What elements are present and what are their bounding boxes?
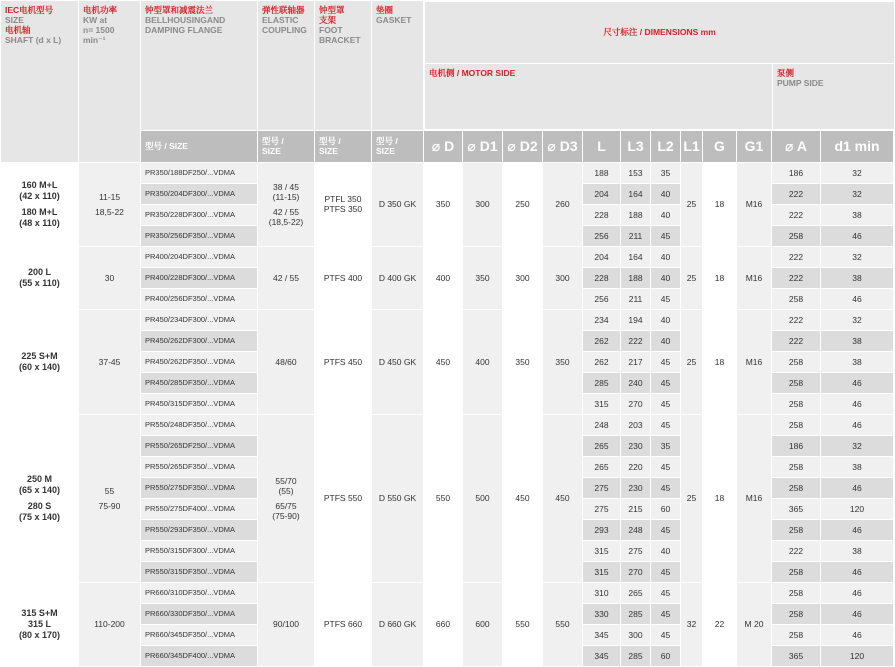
foot-bracket-size-line: PTFS 400 xyxy=(323,272,363,283)
header-bracket: 钟型罩 支架 FOOT BRACKET xyxy=(315,1,372,131)
dim-A: 222 xyxy=(772,246,821,267)
bellhousing-size: PR350/228DF300/...VDMA xyxy=(141,204,258,225)
dim-L: 188 xyxy=(583,162,621,183)
dim-D: 660 xyxy=(424,582,463,666)
dim-A: 258 xyxy=(772,624,821,645)
dim-A: 258 xyxy=(772,603,821,624)
coupling-size xyxy=(258,582,315,666)
dim-A: 258 xyxy=(772,288,821,309)
dim-D1: 600 xyxy=(463,582,503,666)
dim-L3: 217 xyxy=(621,351,651,372)
bellhousing-size: PR450/262DF300/...VDMA xyxy=(141,330,258,351)
dim-G1: M16 xyxy=(737,162,772,246)
motor-power-line: 110-200 xyxy=(94,619,125,629)
foot-bracket-size xyxy=(315,582,372,666)
coupling-size-line: 55/70 xyxy=(275,475,297,486)
dimensions-header-inner xyxy=(424,1,895,130)
coupling-size xyxy=(258,162,315,246)
dim-G: 18 xyxy=(703,246,737,309)
bellhousing-size: PR450/285DF350/...VDMA xyxy=(141,372,258,393)
coupling-size-line: 38 / 45 xyxy=(273,181,299,192)
table-row xyxy=(1,246,894,267)
dim-L3: 215 xyxy=(621,498,651,519)
motor-model-line: 315 S+M xyxy=(21,607,58,618)
coupling-size-header: 型号 / SIZE xyxy=(258,130,315,162)
dim-L3: 285 xyxy=(621,603,651,624)
dim-G1: M16 xyxy=(737,414,772,582)
dim-A: 258 xyxy=(772,582,821,603)
dim-L: 275 xyxy=(583,477,621,498)
dim-D: 350 xyxy=(424,162,463,246)
motor-power xyxy=(79,246,141,309)
dimensions-title: 尺寸标注 / DIMENSIONS mm xyxy=(425,1,895,63)
dim-d1: 38 xyxy=(821,351,894,372)
bellhousing-size: PR400/256DF350/...VDMA xyxy=(141,288,258,309)
dim-d1: 46 xyxy=(821,624,894,645)
bellhousing-size: PR450/262DF350/...VDMA xyxy=(141,351,258,372)
foot-bracket-size xyxy=(315,309,372,414)
dim-L: 256 xyxy=(583,225,621,246)
dim-L3: 300 xyxy=(621,624,651,645)
bell-size-header: 型号 / SIZE xyxy=(141,130,258,162)
motor-model-line: 180 M+L xyxy=(21,206,58,217)
foot-bracket-size-line: PTFS 350 xyxy=(323,204,363,214)
dim-d1: 46 xyxy=(821,372,894,393)
dim-D2: 250 xyxy=(503,162,543,246)
dim-L3: 230 xyxy=(621,477,651,498)
dim-L: 293 xyxy=(583,519,621,540)
dim-A: 258 xyxy=(772,351,821,372)
dim-L: 204 xyxy=(583,183,621,204)
dim-header-G1: G1 xyxy=(737,130,772,162)
dim-L2: 40 xyxy=(651,540,681,561)
dim-L2: 60 xyxy=(651,645,681,666)
motor-model-line: (65 x 140) xyxy=(18,484,61,495)
motor-power-line: 75-90 xyxy=(98,500,121,511)
dim-D: 550 xyxy=(424,414,463,582)
dim-L3: 248 xyxy=(621,519,651,540)
dim-L1: 25 xyxy=(681,414,703,582)
dim-A: 222 xyxy=(772,183,821,204)
bellhousing-size: PR550/293DF350/...VDMA xyxy=(141,519,258,540)
dim-header-D2: ⌀ D2 xyxy=(503,130,543,162)
dim-header-L3: L3 xyxy=(621,130,651,162)
dim-L3: 188 xyxy=(621,204,651,225)
header-iec: IEC电机型号 SIZE 电机轴 SHAFT (d x L) xyxy=(1,1,79,163)
bellhousing-size: PR660/310DF350/...VDMA xyxy=(141,582,258,603)
dim-A: 222 xyxy=(772,540,821,561)
pump-side-label: 泵侧 PUMP SIDE xyxy=(773,63,895,129)
dim-d1: 46 xyxy=(821,519,894,540)
dim-d1: 120 xyxy=(821,645,894,666)
dim-header-D3: ⌀ D3 xyxy=(543,130,583,162)
coupling-size-line: (11-15) xyxy=(272,191,300,202)
dim-L2: 45 xyxy=(651,519,681,540)
dim-G1: M16 xyxy=(737,246,772,309)
bracket-size-header: 型号 / SIZE xyxy=(315,130,372,162)
foot-bracket-size-line: PTFS 660 xyxy=(323,619,363,629)
dim-L2: 40 xyxy=(651,183,681,204)
dim-L3: 270 xyxy=(621,393,651,414)
dim-L2: 40 xyxy=(651,330,681,351)
dim-L2: 60 xyxy=(651,498,681,519)
foot-bracket-size-line: PTFS 450 xyxy=(323,356,363,367)
dim-d1: 38 xyxy=(821,330,894,351)
dim-L: 256 xyxy=(583,288,621,309)
dim-d1: 46 xyxy=(821,414,894,435)
dim-L2: 40 xyxy=(651,246,681,267)
dim-d1: 32 xyxy=(821,435,894,456)
dim-A: 186 xyxy=(772,162,821,183)
dim-L: 315 xyxy=(583,561,621,582)
dim-L: 228 xyxy=(583,204,621,225)
bellhousing-size: PR350/204DF300/...VDMA xyxy=(141,183,258,204)
dim-D: 450 xyxy=(424,309,463,414)
bellhousing-size: PR550/248DF350/...VDMA xyxy=(141,414,258,435)
motor-model xyxy=(1,309,79,414)
dim-L3: 240 xyxy=(621,372,651,393)
dim-d1: 32 xyxy=(821,183,894,204)
dim-L3: 153 xyxy=(621,162,651,183)
dim-A: 258 xyxy=(772,456,821,477)
motor-model xyxy=(1,582,79,666)
dim-L2: 45 xyxy=(651,624,681,645)
foot-bracket-size xyxy=(315,246,372,309)
dim-D3: 550 xyxy=(543,582,583,666)
dim-header-L2: L2 xyxy=(651,130,681,162)
motor-power xyxy=(79,162,141,246)
dim-L: 315 xyxy=(583,540,621,561)
gasket-size: D 350 GK xyxy=(372,162,424,246)
dim-L: 248 xyxy=(583,414,621,435)
dim-G: 18 xyxy=(703,414,737,582)
dim-A: 258 xyxy=(772,519,821,540)
dim-d1: 46 xyxy=(821,477,894,498)
dim-d1: 38 xyxy=(821,540,894,561)
dim-L2: 45 xyxy=(651,225,681,246)
coupling-size-line: 42 / 55 xyxy=(273,206,299,217)
dim-header-G: G xyxy=(703,130,737,162)
coupling-size-line: (55) xyxy=(278,485,294,496)
motor-model-line: 200 L xyxy=(27,266,51,277)
dim-D3: 450 xyxy=(543,414,583,582)
dim-A: 365 xyxy=(772,645,821,666)
motor-model xyxy=(1,414,79,582)
dim-A: 258 xyxy=(772,414,821,435)
dim-L3: 265 xyxy=(621,582,651,603)
coupling-size-line: (75-90) xyxy=(272,510,300,521)
dim-L1: 25 xyxy=(681,162,703,246)
dim-G: 18 xyxy=(703,162,737,246)
dim-L2: 45 xyxy=(651,414,681,435)
coupling-size-line: 48/60 xyxy=(275,356,297,367)
dim-A: 222 xyxy=(772,204,821,225)
dim-L: 330 xyxy=(583,603,621,624)
dim-L1: 25 xyxy=(681,309,703,414)
bellhousing-size: PR550/275DF350/...VDMA xyxy=(141,477,258,498)
motor-model xyxy=(1,162,79,246)
bellhousing-size: PR350/256DF350/...VDMA xyxy=(141,225,258,246)
header-gasket: 垫圈 GASKET xyxy=(372,1,424,131)
dim-d1: 38 xyxy=(821,267,894,288)
table-row xyxy=(1,414,894,435)
dim-L: 265 xyxy=(583,435,621,456)
bellhousing-size: PR550/265DF250/...VDMA xyxy=(141,435,258,456)
header-bellhousing: 钟型罩和减震法兰 BELLHOUSINGAND DAMPING FLANGE xyxy=(141,1,258,131)
dim-L1: 25 xyxy=(681,246,703,309)
dim-L3: 211 xyxy=(621,225,651,246)
gasket-size: D 550 GK xyxy=(372,414,424,582)
dim-d1: 120 xyxy=(821,498,894,519)
dim-L2: 45 xyxy=(651,582,681,603)
motor-power-line: 37-45 xyxy=(98,356,121,367)
dim-L3: 222 xyxy=(621,330,651,351)
bellhousing-size: PR550/315DF300/...VDMA xyxy=(141,540,258,561)
motor-model-line: 315 L xyxy=(27,618,51,629)
dim-L3: 285 xyxy=(621,645,651,666)
dim-L: 345 xyxy=(583,624,621,645)
motor-model xyxy=(1,246,79,309)
dim-D1: 400 xyxy=(463,309,503,414)
dim-header-A: ⌀ A xyxy=(772,130,821,162)
dim-L2: 45 xyxy=(651,561,681,582)
dim-D: 400 xyxy=(424,246,463,309)
motor-power xyxy=(79,582,141,666)
dim-L3: 211 xyxy=(621,288,651,309)
coupling-size xyxy=(258,309,315,414)
dim-L3: 194 xyxy=(621,309,651,330)
motor-model-line: (60 x 140) xyxy=(18,361,61,372)
foot-bracket-size xyxy=(315,414,372,582)
dim-A: 258 xyxy=(772,477,821,498)
bellhousing-size: PR550/265DF350/...VDMA xyxy=(141,456,258,477)
dim-L2: 35 xyxy=(651,435,681,456)
table-row xyxy=(1,162,894,183)
dim-D3: 260 xyxy=(543,162,583,246)
motor-side-label: 电机侧 / MOTOR SIDE xyxy=(425,63,773,129)
coupling-size xyxy=(258,414,315,582)
bellhousing-size: PR450/315DF350/...VDMA xyxy=(141,393,258,414)
coupling-size xyxy=(258,246,315,309)
dim-L2: 45 xyxy=(651,288,681,309)
motor-power-line: 30 xyxy=(104,272,115,283)
dim-L2: 40 xyxy=(651,204,681,225)
dim-A: 258 xyxy=(772,393,821,414)
dim-A: 258 xyxy=(772,225,821,246)
dim-L3: 203 xyxy=(621,414,651,435)
dim-L1: 32 xyxy=(681,582,703,666)
dim-L3: 220 xyxy=(621,456,651,477)
gasket-size-header: 型号 / SIZE xyxy=(372,130,424,162)
motor-model-line: (80 x 170) xyxy=(18,629,61,640)
coupling-size-line: 90/100 xyxy=(273,619,299,629)
dim-A: 222 xyxy=(772,267,821,288)
dim-L2: 45 xyxy=(651,393,681,414)
gasket-size: D 400 GK xyxy=(372,246,424,309)
foot-bracket-size xyxy=(315,162,372,246)
motor-model-line: (48 x 110) xyxy=(19,217,60,228)
dim-G1: M16 xyxy=(737,309,772,414)
dim-D1: 350 xyxy=(463,246,503,309)
motor-power xyxy=(79,309,141,414)
coupling-size-line: (18,5-22) xyxy=(268,216,304,227)
dim-A: 365 xyxy=(772,498,821,519)
dim-L2: 45 xyxy=(651,351,681,372)
dim-L: 345 xyxy=(583,645,621,666)
header-coupling: 弹性联轴器 ELASTIC COUPLING xyxy=(258,1,315,131)
dim-L2: 45 xyxy=(651,372,681,393)
dim-L3: 275 xyxy=(621,540,651,561)
dim-L2: 40 xyxy=(651,267,681,288)
dim-L3: 270 xyxy=(621,561,651,582)
motor-power-line: 11-15 xyxy=(98,191,121,202)
dim-d1: 46 xyxy=(821,288,894,309)
dim-L2: 35 xyxy=(651,162,681,183)
coupling-size-line: 65/75 xyxy=(275,500,297,511)
foot-bracket-size-line: PTFS 550 xyxy=(323,493,363,503)
dim-L3: 188 xyxy=(621,267,651,288)
dim-D2: 450 xyxy=(503,414,543,582)
dim-D1: 300 xyxy=(463,162,503,246)
dim-d1: 38 xyxy=(821,456,894,477)
dim-D3: 350 xyxy=(543,309,583,414)
dim-L: 262 xyxy=(583,330,621,351)
gasket-size: D 450 GK xyxy=(372,309,424,414)
dim-L2: 45 xyxy=(651,603,681,624)
dim-L: 265 xyxy=(583,456,621,477)
bellhousing-size: PR550/275DF400/...VDMA xyxy=(141,498,258,519)
bellhousing-size: PR550/315DF350/...VDMA xyxy=(141,561,258,582)
dim-L: 234 xyxy=(583,309,621,330)
dim-D2: 350 xyxy=(503,309,543,414)
table-row xyxy=(1,309,894,330)
bellhousing-size: PR400/204DF300/...VDMA xyxy=(141,246,258,267)
bellhousing-size: PR660/345DF400/...VDMA xyxy=(141,645,258,666)
dim-d1: 46 xyxy=(821,561,894,582)
coupling-size-line: 42 / 55 xyxy=(273,272,299,283)
dim-G: 22 xyxy=(703,582,737,666)
dim-D2: 550 xyxy=(503,582,543,666)
dim-L2: 45 xyxy=(651,456,681,477)
bellhousing-size: PR660/345DF350/...VDMA xyxy=(141,624,258,645)
dim-G: 18 xyxy=(703,309,737,414)
dim-header-D1: ⌀ D1 xyxy=(463,130,503,162)
bellhousing-size: PR450/234DF300/...VDMA xyxy=(141,309,258,330)
dim-d1: 46 xyxy=(821,393,894,414)
motor-model-line: 280 S xyxy=(27,500,52,511)
dim-header-L: L xyxy=(583,130,621,162)
dim-A: 258 xyxy=(772,372,821,393)
bellhousing-size: PR350/188DF250/...VDMA xyxy=(141,162,258,183)
dim-L: 275 xyxy=(583,498,621,519)
motor-power-line: 18,5-22 xyxy=(95,206,124,217)
motor-power xyxy=(79,414,141,582)
dim-A: 222 xyxy=(772,330,821,351)
dim-L: 310 xyxy=(583,582,621,603)
dim-L: 228 xyxy=(583,267,621,288)
dim-d1: 46 xyxy=(821,582,894,603)
dim-d1: 32 xyxy=(821,162,894,183)
foot-bracket-size-line: PTFL 350 xyxy=(324,194,362,204)
motor-model-line: 225 S+M xyxy=(21,350,58,361)
gasket-size: D 660 GK xyxy=(372,582,424,666)
dim-L2: 40 xyxy=(651,309,681,330)
dim-G1: M 20 xyxy=(737,582,772,666)
dim-d1: 46 xyxy=(821,225,894,246)
motor-model-line: (42 x 110) xyxy=(19,190,60,201)
dim-A: 222 xyxy=(772,309,821,330)
dim-D3: 300 xyxy=(543,246,583,309)
header-kw: 电机功率 KW at n= 1500 min⁻¹ xyxy=(79,1,141,163)
dim-d1: 46 xyxy=(821,603,894,624)
dim-L2: 45 xyxy=(651,477,681,498)
motor-model-line: 160 M+L xyxy=(21,179,58,190)
dim-A: 186 xyxy=(772,435,821,456)
dim-L: 204 xyxy=(583,246,621,267)
dim-L3: 164 xyxy=(621,183,651,204)
dim-D1: 500 xyxy=(463,414,503,582)
dim-L: 285 xyxy=(583,372,621,393)
dim-D2: 300 xyxy=(503,246,543,309)
bellhousing-size: PR660/330DF350/...VDMA xyxy=(141,603,258,624)
dim-L: 262 xyxy=(583,351,621,372)
motor-model-line: (55 x 110) xyxy=(19,277,60,288)
table-row xyxy=(1,582,894,603)
dim-header-L1: L1 xyxy=(681,130,703,162)
dim-A: 258 xyxy=(772,561,821,582)
dim-d1: 32 xyxy=(821,246,894,267)
motor-model-line: 250 M xyxy=(26,473,52,484)
dim-d1: 32 xyxy=(821,309,894,330)
header-dimensions-block xyxy=(424,1,894,131)
motor-model-line: (75 x 140) xyxy=(18,511,61,522)
dim-L3: 164 xyxy=(621,246,651,267)
dim-L: 315 xyxy=(583,393,621,414)
motor-power-line: 55 xyxy=(104,485,115,496)
dim-header-D: ⌀ D xyxy=(424,130,463,162)
bellhousing-size: PR400/228DF300/...VDMA xyxy=(141,267,258,288)
dim-L3: 230 xyxy=(621,435,651,456)
dim-header-d1: d1 min xyxy=(821,130,894,162)
dim-d1: 38 xyxy=(821,204,894,225)
